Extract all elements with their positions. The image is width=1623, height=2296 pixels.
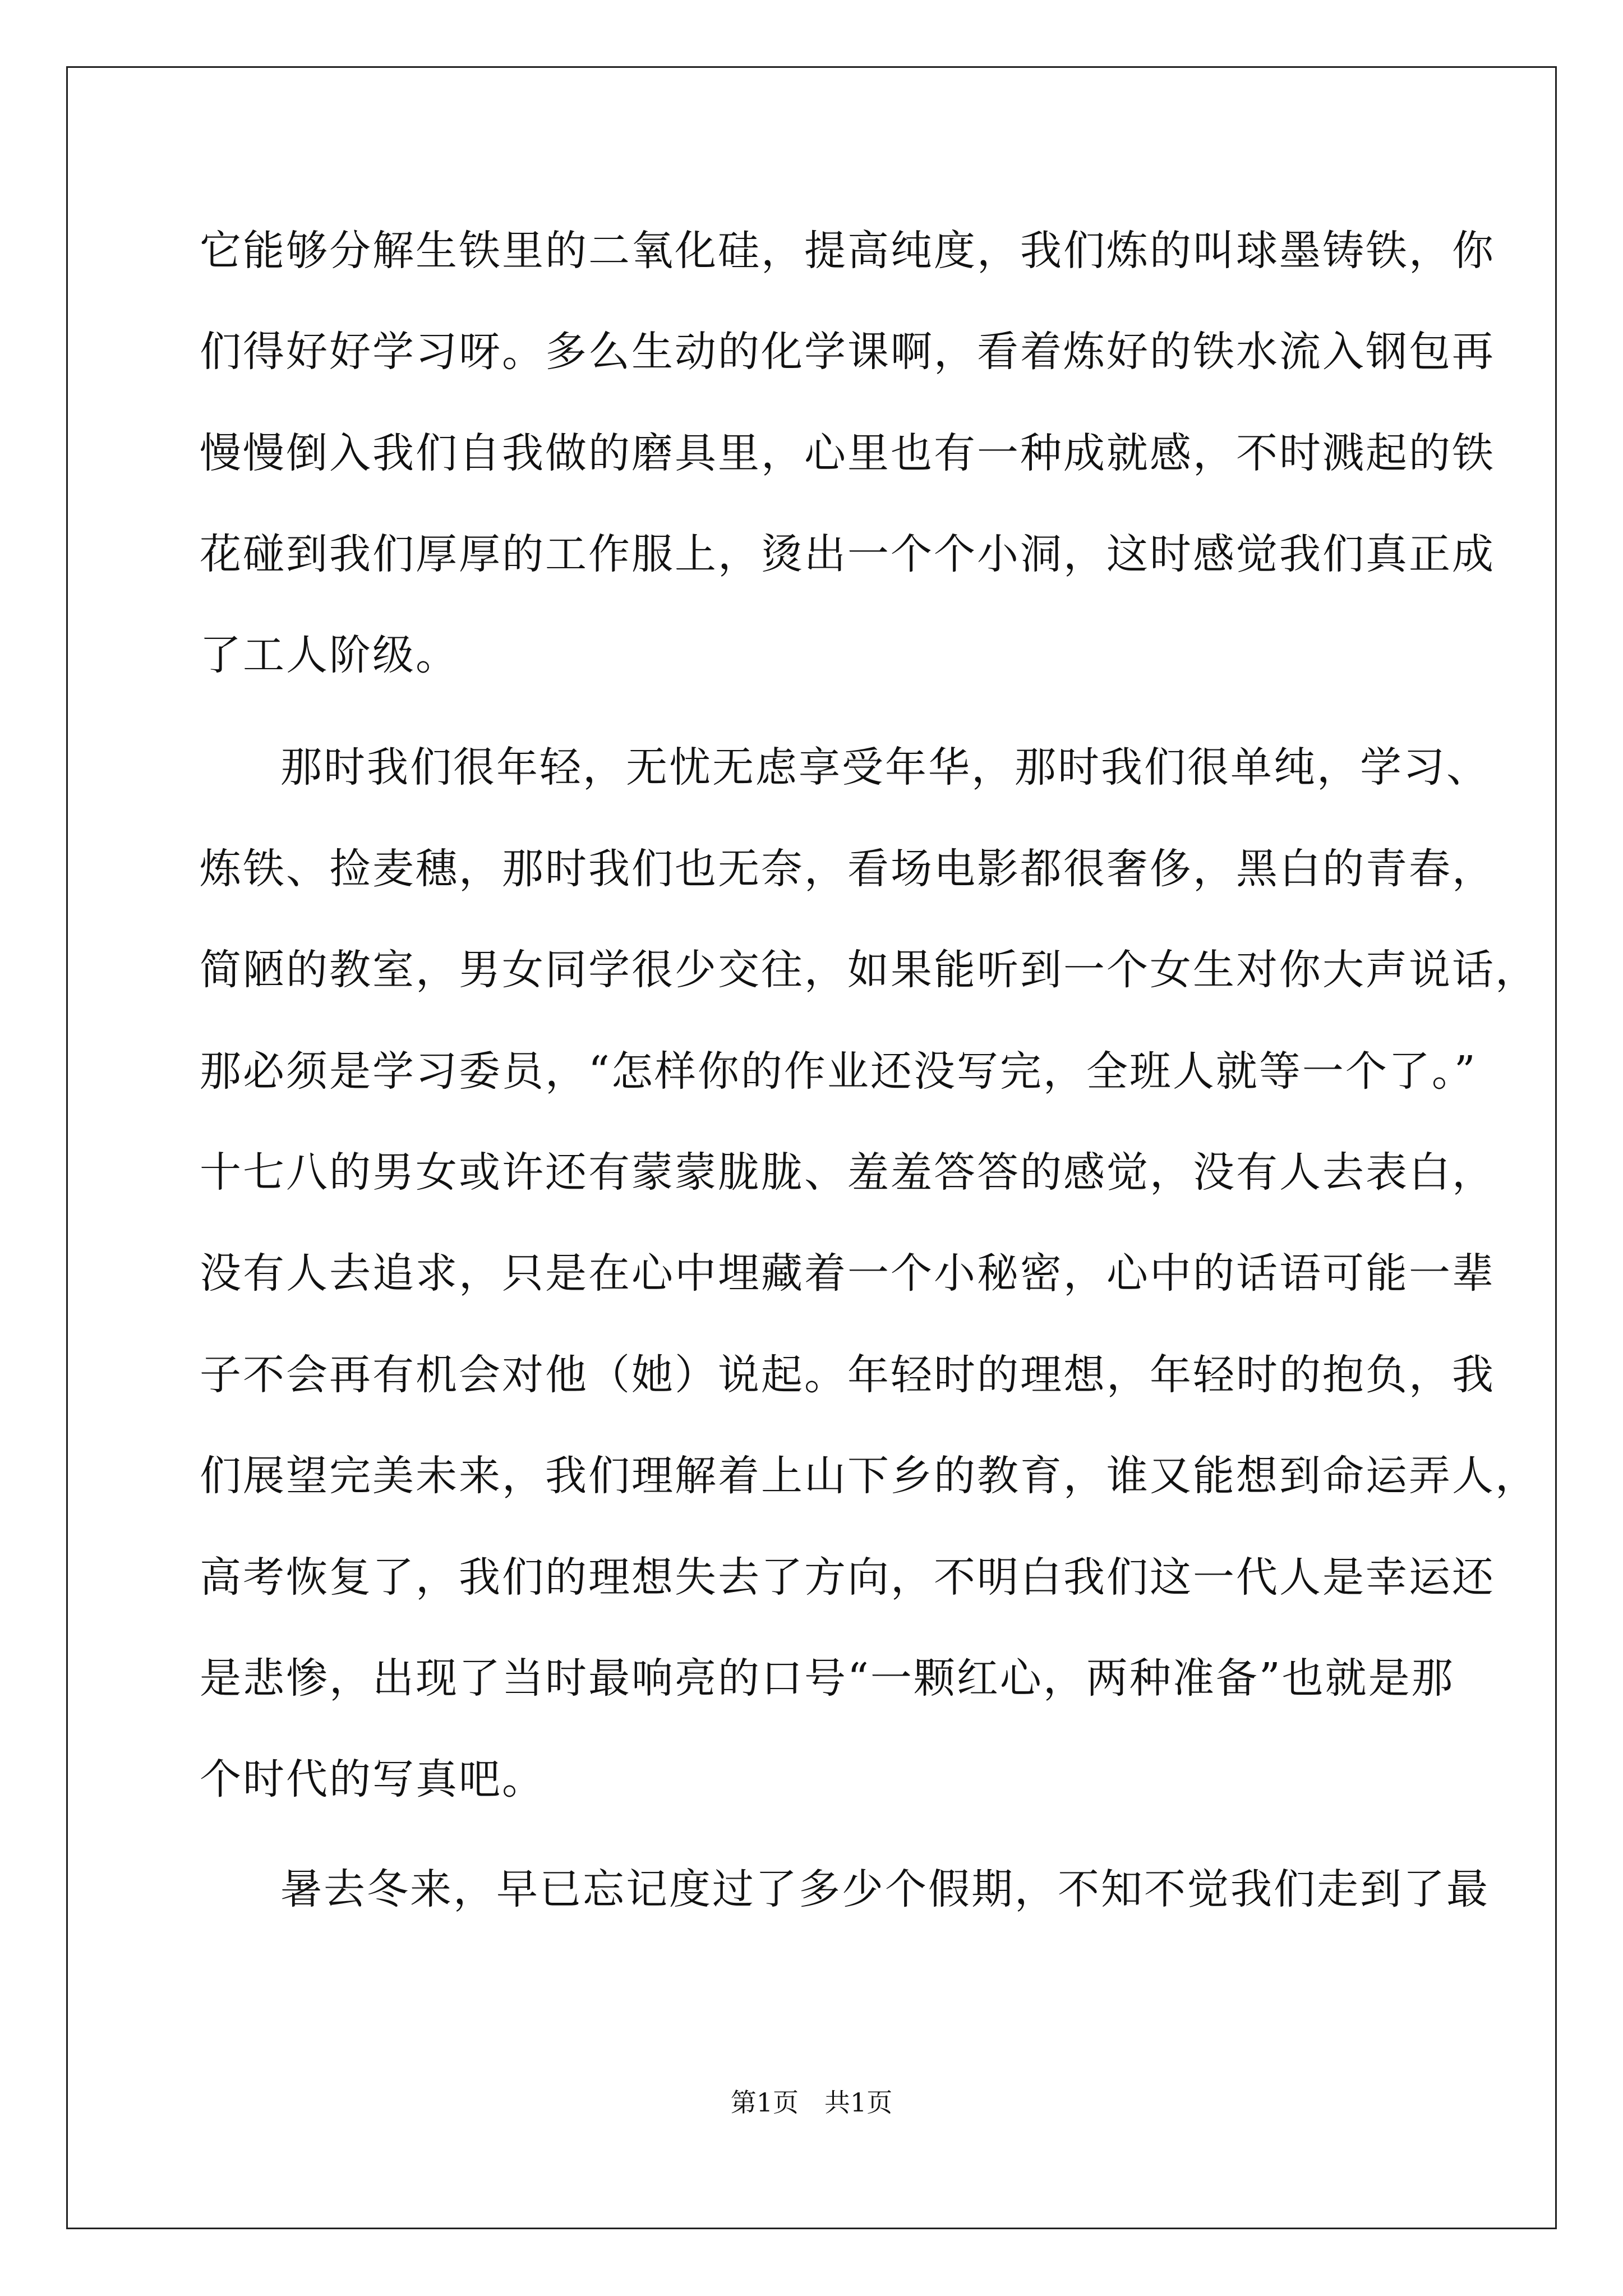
paragraph-line: 那时我们很年轻，无忧无虑享受年华，那时我们很单纯，学习、 xyxy=(280,743,1490,792)
paragraph-line: 简陋的教室，男女同学很少交往，如果能听到一个女生对你大声说话， xyxy=(200,946,1538,994)
paragraph-line: 高考恢复了，我们的理想失去了方向，不明白我们这一代人是幸运还 xyxy=(200,1553,1495,1602)
paragraph-line: 暑去冬来，早已忘记度过了多少个假期，不知不觉我们走到了最 xyxy=(280,1865,1490,1913)
paragraph-line: 是悲惨，出现了当时最响亮的口号“一颗红心，两种准备”也就是那 xyxy=(200,1654,1455,1703)
paragraph-line: 没有人去追求，只是在心中埋藏着一个小秘密，心中的话语可能一辈 xyxy=(200,1249,1495,1297)
paragraph-line: 炼铁、捡麦穗，那时我们也无奈，看场电影都很奢侈，黑白的青春， xyxy=(200,845,1495,893)
page-number-footer: 第1页 共1页 xyxy=(730,2087,893,2118)
paragraph-line: 们得好好学习呀。多么生动的化学课啊，看着炼好的铁水流入钢包再 xyxy=(200,328,1495,376)
paragraph-line: 它能够分解生铁里的二氧化硅，提高纯度，我们炼的叫球墨铸铁，你 xyxy=(200,227,1495,275)
paragraph-line: 了工人阶级。 xyxy=(200,631,459,679)
paragraph-line: 个时代的写真吧。 xyxy=(200,1755,545,1803)
paragraph-line: 子不会再有机会对他（她）说起。年轻时的理想，年轻时的抱负，我 xyxy=(200,1351,1495,1399)
paragraph-line: 们展望完美未来，我们理解着上山下乡的教育，谁又能想到命运弄人， xyxy=(200,1452,1538,1500)
paragraph-line: 花碰到我们厚厚的工作服上，烫出一个个小洞，这时感觉我们真正成 xyxy=(200,530,1495,578)
paragraph-line: 那必须是学习委员，“怎样你的作业还没写完，全班人就等一个了。” xyxy=(200,1047,1477,1096)
paragraph-line: 十七八的男女或许还有蒙蒙胧胧、羞羞答答的感觉，没有人去表白， xyxy=(200,1148,1495,1197)
paragraph-line: 慢慢倒入我们自我做的磨具里，心里也有一种成就感，不时溅起的铁 xyxy=(200,429,1495,477)
